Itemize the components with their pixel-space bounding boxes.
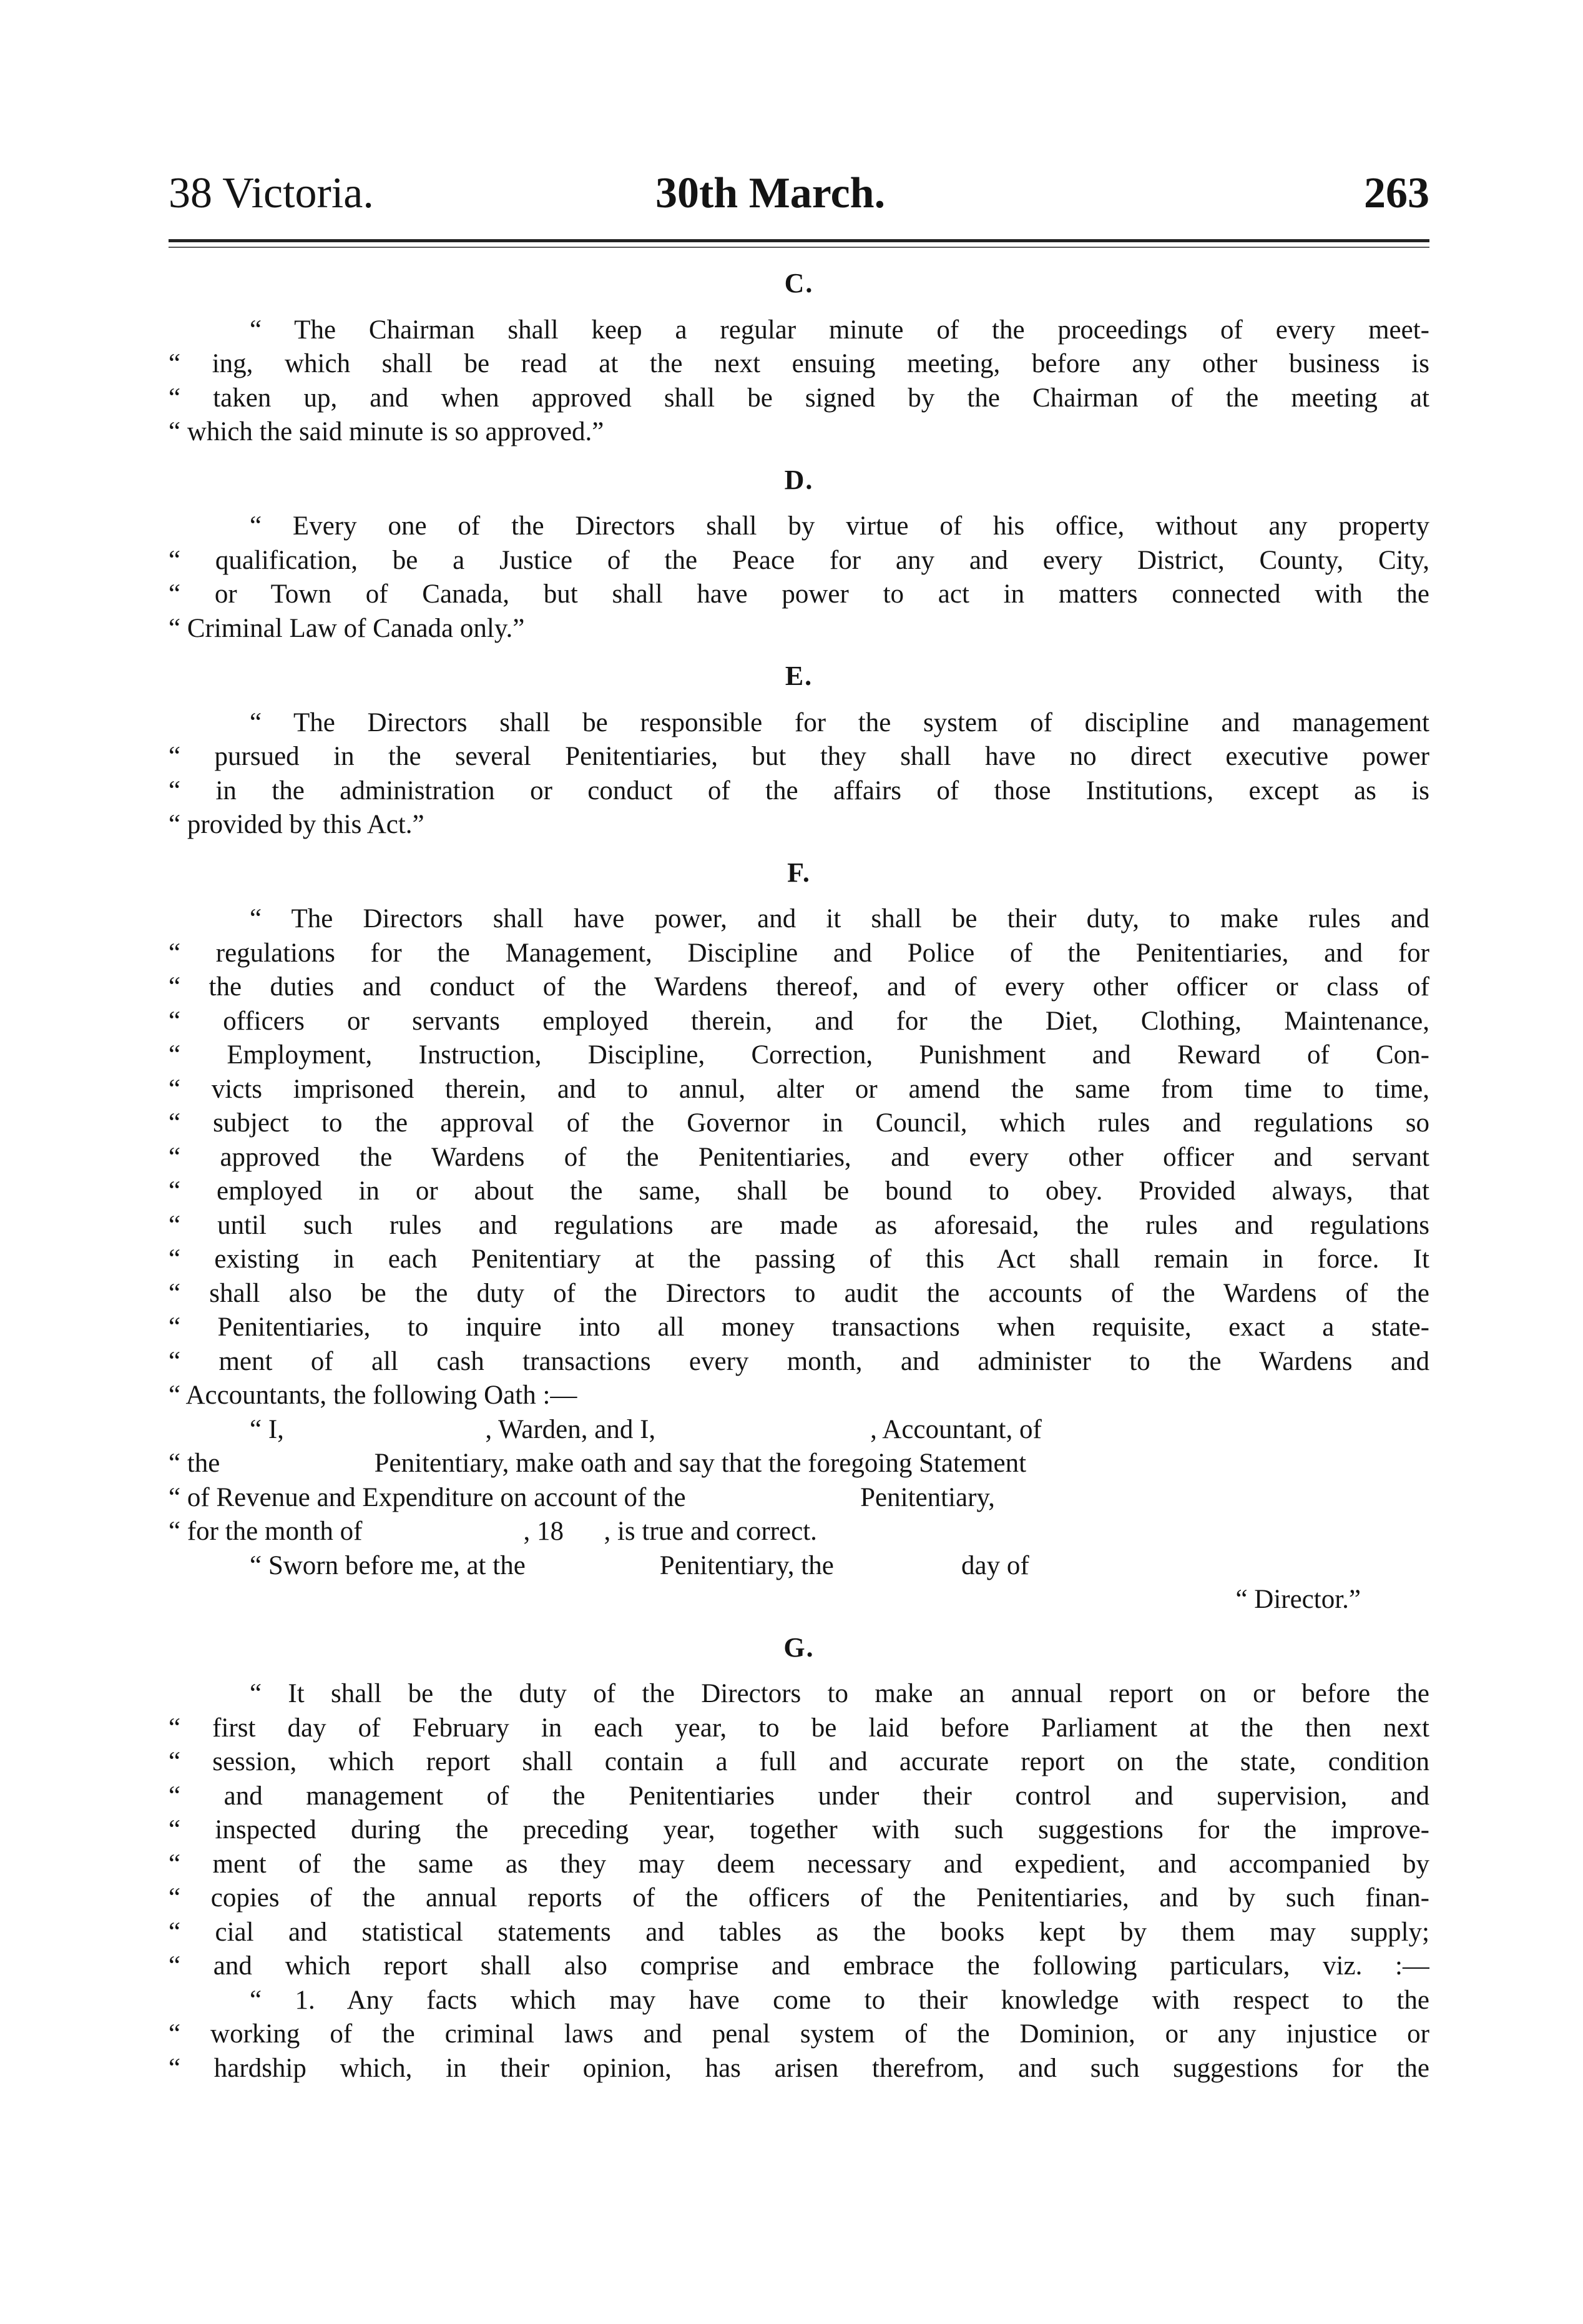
text-line: “ and which report shall also comprise and embrace the following particulars, viz. :— — [169, 1951, 1429, 1981]
oath-line: “ I, , Warden, and I, , Accountant, of — [250, 1414, 1042, 1444]
director-signature-line: “ Director.” — [1235, 1585, 1361, 1614]
text-line: “ first day of February in each year, to be laid before Parliament at the then next — [169, 1713, 1429, 1743]
text-line: “ The Directors shall have power, and it shall be their duty, to make rules and — [250, 904, 1429, 933]
text-line: “ The Directors shall be responsible for the system of discipline and management — [250, 707, 1429, 737]
body-text — [169, 267, 1429, 2085]
header-regnal-year: 38 Victoria. — [169, 169, 374, 217]
text-line: “ taken up, and when approved shall be signed by the Chairman of the meeting at — [169, 383, 1429, 413]
text-line: “ ment of all cash transactions every month, and administer to the Wardens and — [169, 1346, 1429, 1376]
text-line: “ regulations for the Management, Discipline and Police of the Penitentiaries, and for — [169, 938, 1429, 968]
text-line: “ victs imprisoned therein, and to annul, alter or amend the same from time to time, — [169, 1074, 1429, 1104]
text-line: “ inspected during the preceding year, together with such suggestions for the improve- — [169, 1815, 1429, 1844]
paragraph — [169, 902, 1429, 1617]
section-letter: E. — [785, 661, 813, 691]
text-line: “ Every one of the Directors shall by virtue of his office, without any property — [250, 511, 1429, 541]
text-line: “ working of the criminal laws and penal system of the Dominion, or any injustice or — [169, 2019, 1429, 2049]
text-line: “ 1. Any facts which may have come to their knowledge with respect to the — [250, 1985, 1429, 2015]
text-line: “ The Chairman shall keep a regular minute of the proceedings of every meet- — [250, 315, 1429, 345]
text-line: “ session, which report shall contain a full and accurate report on the state, condition — [169, 1747, 1429, 1776]
section-letter: D. — [784, 464, 814, 495]
section-letter: C. — [784, 268, 814, 298]
text-line: “ Accountants, the following Oath :— — [169, 1381, 577, 1410]
text-line: “ copies of the annual reports of the officers of the Penitentiaries, and by such finan- — [169, 1883, 1429, 1913]
text-line: “ shall also be the duty of the Directors to audit the accounts of the Wardens of the — [169, 1278, 1429, 1308]
text-line: “ ing, which shall be read at the next ensuing meeting, before any other business is — [169, 349, 1429, 378]
text-line: “ employed in or about the same, shall be bound to obey. Provided always, that — [169, 1176, 1429, 1206]
text-line: “ officers or servants employed therein, and for the Diet, Clothing, Maintenance, — [169, 1006, 1429, 1036]
paragraph — [169, 706, 1429, 842]
text-line: “ qualification, be a Justice of the Peace for any and every District, County, City, — [169, 545, 1429, 575]
header-rule — [169, 239, 1429, 242]
text-line: “ which the said minute is so approved.” — [169, 417, 604, 446]
text-line: “ or Town of Canada, but shall have power to act in matters connected with the — [169, 579, 1429, 609]
header-rule-thin — [169, 247, 1429, 248]
text-line: “ subject to the approval of the Governor in Council, which rules and regulations so — [169, 1108, 1429, 1138]
oath-line: “ for the month of , 18 , is true and correct. — [169, 1517, 817, 1546]
header-date: 30th March. — [655, 169, 886, 217]
running-head — [169, 159, 1429, 228]
text-line: “ until such rules and regulations are made as aforesaid, the rules and regulations — [169, 1210, 1429, 1240]
paragraph — [169, 510, 1429, 646]
text-line: “ Employment, Instruction, Discipline, Correction, Punishment and Reward of Con- — [169, 1040, 1429, 1070]
text-line: “ the duties and conduct of the Wardens thereof, and of every other officer or class of — [169, 972, 1429, 1002]
header-page-number: 263 — [1364, 169, 1429, 217]
text-line: “ in the administration or conduct of the affairs of those Institutions, except as is — [169, 775, 1429, 805]
text-line: “ and management of the Penitentiaries under their control and supervision, and — [169, 1781, 1429, 1811]
oath-line: “ of Revenue and Expenditure on account of the Penitentiary, — [169, 1482, 995, 1512]
text-line: “ Penitentiaries, to inquire into all money transactions when requisite, exact a state- — [169, 1312, 1429, 1342]
text-line: “ It shall be the duty of the Directors to make an annual report on or before the — [250, 1679, 1429, 1708]
text-line: “ hardship which, in their opinion, has arisen therefrom, and such suggestions for the — [169, 2053, 1429, 2083]
page — [169, 159, 1429, 2085]
text-line: “ pursued in the several Penitentiaries, but they shall have no direct executive power — [169, 742, 1429, 771]
text-line: “ Criminal Law of Canada only.” — [169, 613, 525, 643]
oath-line: “ the Penitentiary, make oath and say that the foregoing Statement — [169, 1449, 1027, 1478]
text-line: “ approved the Wardens of the Penitentiaries, and every other officer and servant — [169, 1142, 1429, 1172]
section-letter: G. — [783, 1632, 815, 1663]
text-line: “ existing in each Penitentiary at the passing of this Act shall remain in force. It — [169, 1244, 1429, 1274]
paragraph — [169, 313, 1429, 450]
text-line: “ cial and statistical statements and tables as the books kept by them may supply; — [169, 1917, 1429, 1947]
text-line: “ ment of the same as they may deem necessary and expedient, and accompanied by — [169, 1849, 1429, 1879]
sworn-line: “ Sworn before me, at the Penitentiary, the day of — [250, 1550, 1029, 1580]
text-line: “ provided by this Act.” — [169, 810, 424, 839]
paragraph — [169, 1677, 1429, 2085]
section-letter: F. — [787, 857, 811, 888]
